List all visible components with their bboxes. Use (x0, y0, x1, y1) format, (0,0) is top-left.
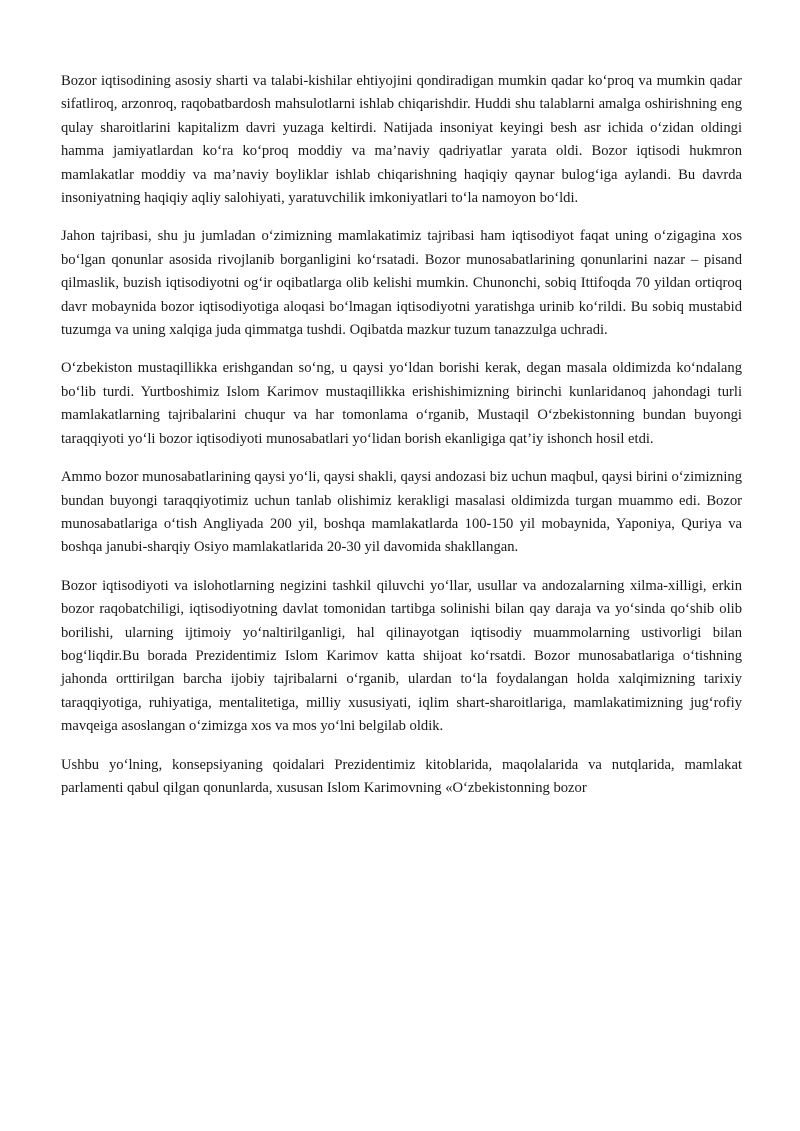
paragraph-5: Bozor iqtisodiyoti va islohotlarning negizini tashkil qiluvchi yo‘llar, usullar va andozalarning xilma-xilligi, erkin bozor raqobatchiligi, iqtisodiyotning davlat tomonidan tartibga solinishi bilan qay daraja va yo‘sinda qo‘shib olib borilishi, ularning ijtimoiy yo‘naltirilganligi, hal qilinayotgan iqtisodiy muammolarning ustivorligi bilan bog‘liqdir.Bu borada Prezidentimiz Islom Karimov katta shijoat ko‘rsatdi. Bozor munosabatlariga o‘tishning jahonda orttirilgan barcha ijobiy tajribalarni o‘rganib, ulardan to‘la foydalangan holda xalqimizning tarixiy taraqqiyotiga, ruhiyatiga, mentalitetiga, milliy xususiyati, iqlim shart-sharoitlariga, mamlakatimizning jug‘rofiy mavqeiga asoslangan o‘zimizga xos va mos yo‘lni belgilab oldik. (61, 577, 742, 735)
paragraph-4: Ammo bozor munosabatlarining qaysi yo‘li, qaysi shakli, qaysi andozasi biz uchun maqbul, qaysi birini o‘zimizning bundan buyongi taraqqiyotimiz uchun tanlab olishimiz kerakligi masalasi oldimizda turgan muammo edi. Bozor munosabatlariga o‘tish Angliyada 200 yil, boshqa mamlakatlarda 100-150 yil mobaynida, Yaponiya, Quriya va boshqa janubi-sharqiy Osiyo mamlakatlarida 20-30 yil davomida shakllangan. (61, 469, 742, 556)
paragraph-3: O‘zbekiston mustaqillikka erishgandan so‘ng, u qaysi yo‘ldan borishi kerak, degan masala oldimizda ko‘ndalang bo‘lib turdi. Yurtboshimiz Islom Karimov mustaqillikka erishishimizning birinchi kunlaridanoq jahondagi turli mamlakatlarning tajribalarini chuqur va har tomonlama o‘rganib, Mustaqil O‘zbekistonning bundan buyongi taraqqiyoti yo‘li bozor iqtisodiyoti munosabatlari yo‘lidan borish ekanligiga qat’iy ishonch hosil etdi. (61, 360, 742, 447)
paragraph-2: Jahon tajribasi, shu ju jumladan o‘zimizning mamlakatimiz tajribasi ham iqtisodiyot faqat uning o‘zigagina xos bo‘lgan qonunlar asosida rivojlanib borganligini ko‘rsatadi. Bozor munosabatlarining qonunlarini nazar – pisand qilmaslik, buzish iqtisodiyotni og‘ir oqibatlarga olib kelishi mumkin. Chunonchi, sobiq Ittifoqda 70 yildan ortiqroq davr mobaynida bozor iqtisodiyotiga aloqasi bo‘lmagan iqtisodiyotni yaratishga urinib ko‘rildi. Bu sobiq mustabid tuzumga va uning xalqiga juda qimmatga tushdi. Oqibatda mazkur tuzum tanazzulga uchradi. (61, 228, 742, 339)
paragraph-6: Ushbu yo‘lning, konsepsiyaning qoidalari Prezidentimiz kitoblarida, maqolalarida va nutqlarida, mamlakat parlamenti qabul qilgan qonunlarda, xususan Islom Karimovning «O‘zbekistonning bozor (61, 756, 742, 796)
paragraph-1: Bozor iqtisodining asosiy sharti va talabi-kishilar ehtiyojini qondiradigan mumkin qadar ko‘proq va mumkin qadar sifatliroq, arzonroq, raqobatbardosh mahsulotlarni ishlab chiqarishdir. Huddi shu talablarni amalga oshirishning eng qulay sharoitlarini kapitalizm davri yuzaga keltirdi. Natijada insoniyat keyingi besh asr ichida o‘zidan oldingi hamma jamiyatlardan ko‘ra ko‘proq moddiy va ma’naviy qadriyatlar yarata oldi. Bozor iqtisodi hukmron mamlakatlar moddiy va ma’naviy boyliklar ishlab chiqarishning haqiqiy qaynar bulog‘iga aylandi. Bu davrda insoniyatning haqiqiy aqliy salohiyati, yaratuvchilik imkoniyatlari to‘la namoyon bo‘ldi. (61, 73, 742, 207)
document-body (61, 70, 742, 815)
